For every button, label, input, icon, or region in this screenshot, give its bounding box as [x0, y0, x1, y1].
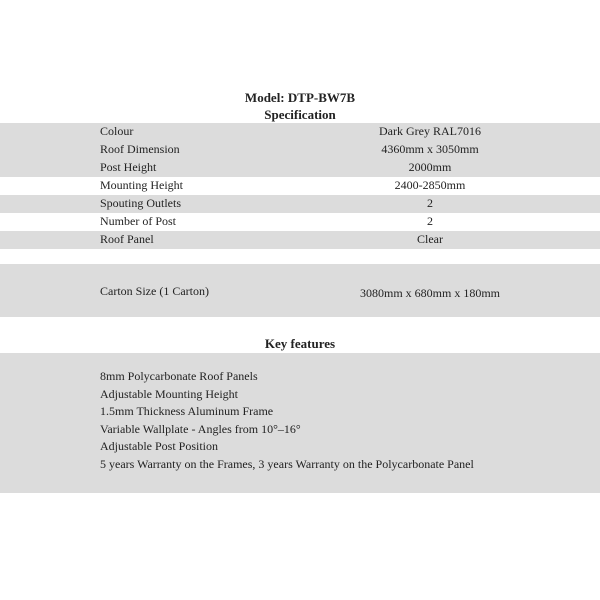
feature-item: 5 years Warranty on the Frames, 3 years Warranty on the Polycarbonate Panel	[100, 456, 474, 471]
carton-size-label: Carton Size (1 Carton)	[100, 284, 209, 298]
feature-item: Adjustable Post Position	[100, 439, 219, 453]
spec-value: 2400-2850mm	[394, 178, 466, 192]
key-features-heading: Key features	[264, 336, 336, 351]
feature-item: 1.5mm Thickness Aluminum Frame	[100, 404, 274, 418]
model-title: Model: DTP-BW7B	[244, 90, 356, 105]
spec-row-mounting-height	[0, 177, 600, 195]
spec-row-colour	[0, 123, 600, 141]
key-features-list	[100, 368, 474, 473]
spec-row-post-height	[0, 159, 600, 177]
spec-row-roof-panel	[0, 231, 600, 249]
spec-label: Colour	[100, 124, 134, 138]
spec-label: Roof Dimension	[100, 142, 180, 156]
spec-label: Post Height	[100, 160, 157, 174]
spec-label: Number of Post	[100, 214, 176, 228]
specification-heading: Specification	[264, 107, 336, 122]
spec-label: Mounting Height	[100, 178, 183, 192]
feature-item: Variable Wallplate - Angles from 10°–16°	[100, 421, 301, 436]
spec-value: 2	[427, 214, 433, 228]
specification-table	[0, 123, 600, 249]
spec-label: Roof Panel	[100, 232, 154, 246]
feature-item: 8mm Polycarbonate Roof Panels	[100, 369, 258, 383]
carton-size-value: 3080mm x 680mm x 180mm	[359, 286, 500, 300]
spec-row-spouting-outlets	[0, 195, 600, 213]
spec-label: Spouting Outlets	[100, 196, 182, 210]
spec-value: 4360mm x 3050mm	[381, 142, 479, 156]
carton-size-row	[0, 264, 600, 317]
feature-item: Adjustable Mounting Height	[100, 386, 238, 401]
spec-row-roof-dimension	[0, 141, 600, 159]
spec-value: Clear	[417, 232, 443, 246]
spec-value: Dark Grey RAL7016	[379, 124, 481, 138]
spec-value: 2000mm	[408, 160, 452, 174]
key-features-section	[0, 353, 600, 493]
spec-row-number-of-post	[0, 213, 600, 231]
spec-value: 2	[427, 196, 433, 210]
